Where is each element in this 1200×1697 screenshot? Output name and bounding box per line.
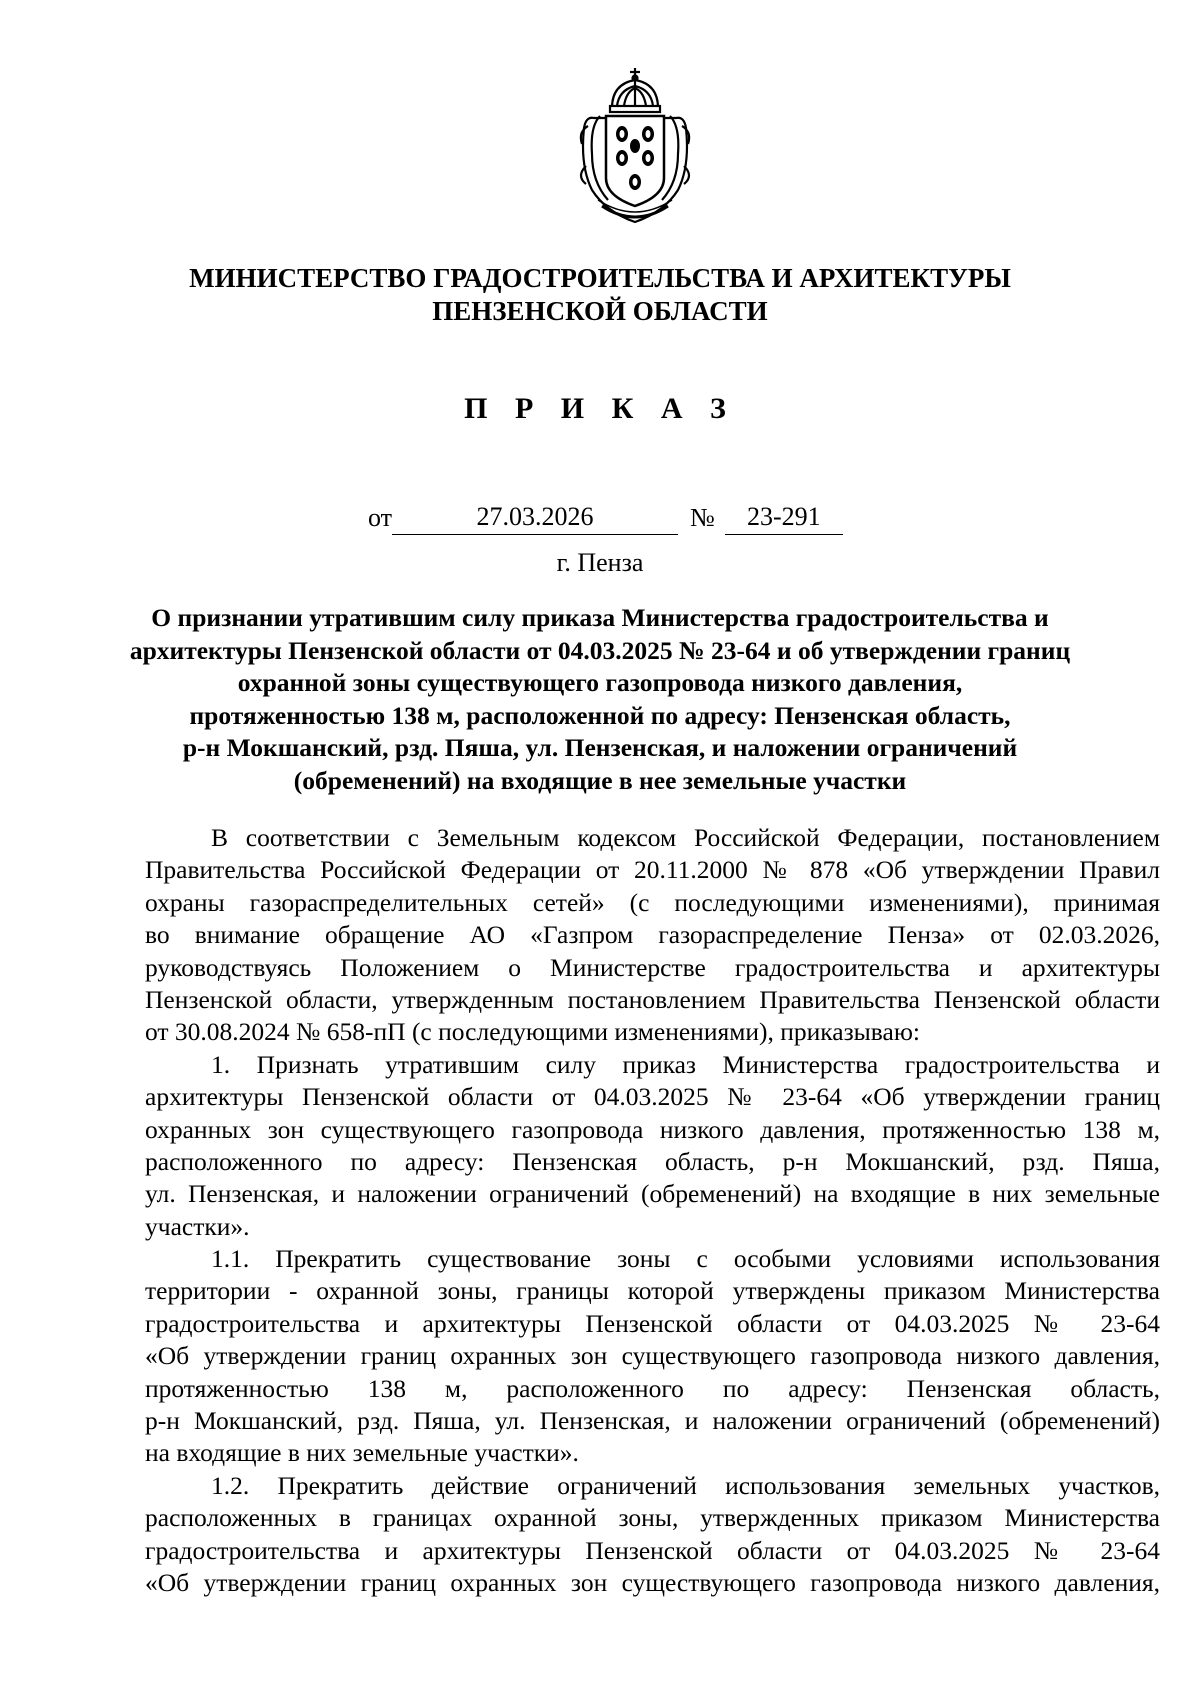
body-line: охраны газораспределительных сетей» (с последующими изменениями), принимая: [145, 887, 1160, 917]
order-number: 23-291: [725, 500, 843, 535]
body-line: градостроительства и архитектуры Пензенской области от 04.03.2025 № 23-64: [145, 1535, 1160, 1565]
body-line: «Об утверждении границ охранных зон существующего газопровода низкого давления,: [145, 1567, 1160, 1597]
body-line: территории - охранной зоны, границы которой утверждены приказом Министерства: [145, 1276, 1160, 1306]
body-line: архитектуры Пензенской области от 04.03.2025 № 23-64 «Об утверждении границ: [145, 1082, 1160, 1112]
body-line: 1. Признать утратившим силу приказ Министерства градостроительства и: [211, 1049, 1160, 1079]
body-line: на входящие в них земельные участки».: [145, 1438, 579, 1468]
body-line: Правительства Российской Федерации от 20.11.2000 № 878 «Об утверждении Правил: [145, 855, 1160, 885]
order-city: г. Пенза: [556, 548, 644, 577]
order-body: [145, 822, 1160, 1599]
body-line: Пензенской области, утвержденным постановлением Правительства Пензенской области: [145, 984, 1160, 1014]
body-line: расположенного по адресу: Пензенская область, р-н Мокшанский, рзд. Пяша,: [145, 1146, 1160, 1176]
body-line: р-н Мокшанский, рзд. Пяша, ул. Пензенская, и наложении ограничений (обременений): [145, 1406, 1160, 1436]
ministry-name-line: ПЕНЗЕНСКОЙ ОБЛАСТИ: [432, 296, 768, 326]
subject-line: (обременений) на входящие в нее земельные участки: [293, 765, 907, 795]
body-line: 1.1. Прекратить существование зоны с особыми условиями использования: [211, 1244, 1160, 1274]
coat-of-arms-emblem: [572, 66, 698, 226]
order-date-number-line: [368, 500, 843, 534]
body-line: руководствуясь Положением о Министерстве градостроительства и архитектуры: [145, 952, 1160, 982]
date-prefix: от: [368, 503, 393, 532]
body-line: «Об утверждении границ охранных зон существующего газопровода низкого давления,: [145, 1341, 1160, 1371]
order-date: 27.03.2026: [392, 500, 678, 535]
ministry-name: [100, 262, 1100, 328]
body-line: от 30.08.2024 № 658-пП (с последующими изменениями), приказываю:: [145, 1017, 920, 1047]
body-line: охранных зон существующего газопровода низкого давления, протяженностью 138 м,: [145, 1114, 1160, 1144]
ministry-name-line: МИНИСТЕРСТВО ГРАДОСТРОИТЕЛЬСТВА И АРХИТЕКТУРЫ: [189, 263, 1011, 293]
body-line: участки».: [145, 1211, 250, 1241]
body-line: градостроительства и архитектуры Пензенской области от 04.03.2025 № 23-64: [145, 1308, 1160, 1338]
subject-line: р-н Мокшанский, рзд. Пяша, ул. Пензенская, и наложении ограничений: [182, 733, 1018, 762]
subject-line: О признании утратившим силу приказа Министерства градостроительства и: [151, 603, 1049, 632]
body-line: расположенных в границах охранной зоны, утвержденных приказом Министерства: [145, 1503, 1160, 1533]
number-sign: №: [690, 503, 715, 532]
order-subject: [100, 602, 1100, 797]
body-line: протяженностью 138 м, расположенного по адресу: Пензенская область,: [145, 1373, 1160, 1403]
subject-line: протяженностью 138 м, расположенной по адресу: Пензенская область,: [189, 700, 1011, 730]
subject-line: архитектуры Пензенской области от 04.03.2025 № 23-64 и об утверждении границ: [129, 635, 1071, 665]
subject-line: охранной зоны существующего газопровода низкого давления,: [237, 668, 963, 697]
body-line: ул. Пензенская, и наложении ограничений (обременений) на входящие в них земельные: [145, 1179, 1160, 1209]
body-line: 1.2. Прекратить действие ограничений использования земельных участков,: [211, 1470, 1160, 1500]
order-title: П Р И К А З: [464, 392, 736, 425]
body-line: во внимание обращение АО «Газпром газораспределение Пенза» от 02.03.2026,: [145, 920, 1160, 950]
body-line: В соответствии с Земельным кодексом Российской Федерации, постановлением: [211, 823, 1160, 852]
